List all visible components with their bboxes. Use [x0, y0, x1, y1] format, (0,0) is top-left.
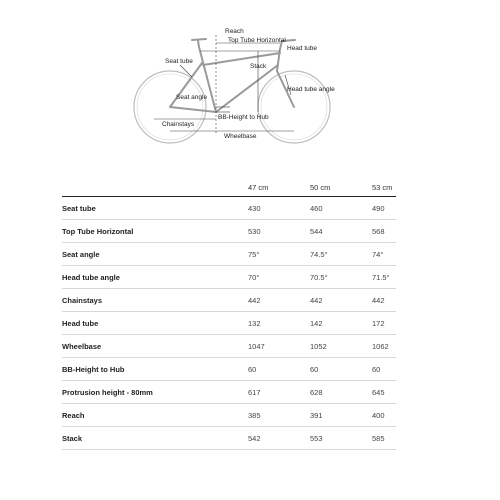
label-reach: Reach [225, 28, 244, 35]
cell-value: 442 [372, 289, 396, 312]
cell-value: 542 [248, 427, 310, 450]
cell-value: 568 [372, 220, 396, 243]
cell-value: 442 [310, 289, 372, 312]
cell-value: 74° [372, 243, 396, 266]
cell-value: 1062 [372, 335, 396, 358]
row-label: Chainstays [62, 289, 248, 312]
cell-value: 442 [248, 289, 310, 312]
cell-value: 142 [310, 312, 372, 335]
bike-geometry-diagram [120, 15, 380, 155]
label-seat-angle: Seat angle [176, 94, 208, 101]
row-label: Top Tube Horizontal [62, 220, 248, 243]
label-stack: Stack [250, 63, 267, 70]
cell-value: 617 [248, 381, 310, 404]
cell-value: 628 [310, 381, 372, 404]
cell-value: 385 [248, 404, 310, 427]
table-row [62, 404, 396, 427]
cell-value: 391 [310, 404, 372, 427]
label-head-tube-angle: Head tube angle [287, 86, 335, 93]
row-label: Protrusion height - 80mm [62, 381, 248, 404]
table-row [62, 289, 396, 312]
label-bb-height-to-hub: BB-Height to Hub [218, 114, 269, 121]
cell-value: 460 [310, 197, 372, 220]
cell-value: 172 [372, 312, 396, 335]
label-wheelbase: Wheelbase [224, 133, 257, 140]
geometry-table [62, 178, 396, 450]
cell-value: 60 [310, 358, 372, 381]
table-row [62, 312, 396, 335]
cell-value: 645 [372, 381, 396, 404]
label-seat-tube: Seat tube [165, 58, 193, 65]
cell-value: 1052 [310, 335, 372, 358]
cell-value: 75° [248, 243, 310, 266]
row-label: Seat angle [62, 243, 248, 266]
cell-value: 70° [248, 266, 310, 289]
row-label: Reach [62, 404, 248, 427]
table-row [62, 358, 396, 381]
table-header-blank [62, 178, 248, 197]
table-row [62, 335, 396, 358]
table-row [62, 266, 396, 289]
row-label: Stack [62, 427, 248, 450]
cell-value: 60 [372, 358, 396, 381]
label-chainstays: Chainstays [162, 121, 195, 128]
cell-value: 553 [310, 427, 372, 450]
size-header: 50 cm [310, 178, 372, 197]
cell-value: 400 [372, 404, 396, 427]
cell-value: 490 [372, 197, 396, 220]
cell-value: 74.5° [310, 243, 372, 266]
table-row [62, 243, 396, 266]
cell-value: 70.5° [310, 266, 372, 289]
cell-value: 530 [248, 220, 310, 243]
cell-value: 60 [248, 358, 310, 381]
size-header: 53 cm [372, 178, 396, 197]
row-label: Wheelbase [62, 335, 248, 358]
row-label: Seat tube [62, 197, 248, 220]
table-row [62, 197, 396, 220]
cell-value: 71.5° [372, 266, 396, 289]
label-top-tube-horizontal: Top Tube Horizontal [228, 37, 286, 44]
bike-geometry-svg [120, 15, 380, 155]
row-label: BB-Height to Hub [62, 358, 248, 381]
table-header-row [62, 178, 396, 197]
table-row [62, 381, 396, 404]
label-head-tube: Head tube [287, 45, 317, 52]
cell-value: 430 [248, 197, 310, 220]
table-row [62, 220, 396, 243]
cell-value: 1047 [248, 335, 310, 358]
row-label: Head tube angle [62, 266, 248, 289]
table-row [62, 427, 396, 450]
size-header: 47 cm [248, 178, 310, 197]
row-label: Head tube [62, 312, 248, 335]
cell-value: 544 [310, 220, 372, 243]
cell-value: 132 [248, 312, 310, 335]
cell-value: 585 [372, 427, 396, 450]
